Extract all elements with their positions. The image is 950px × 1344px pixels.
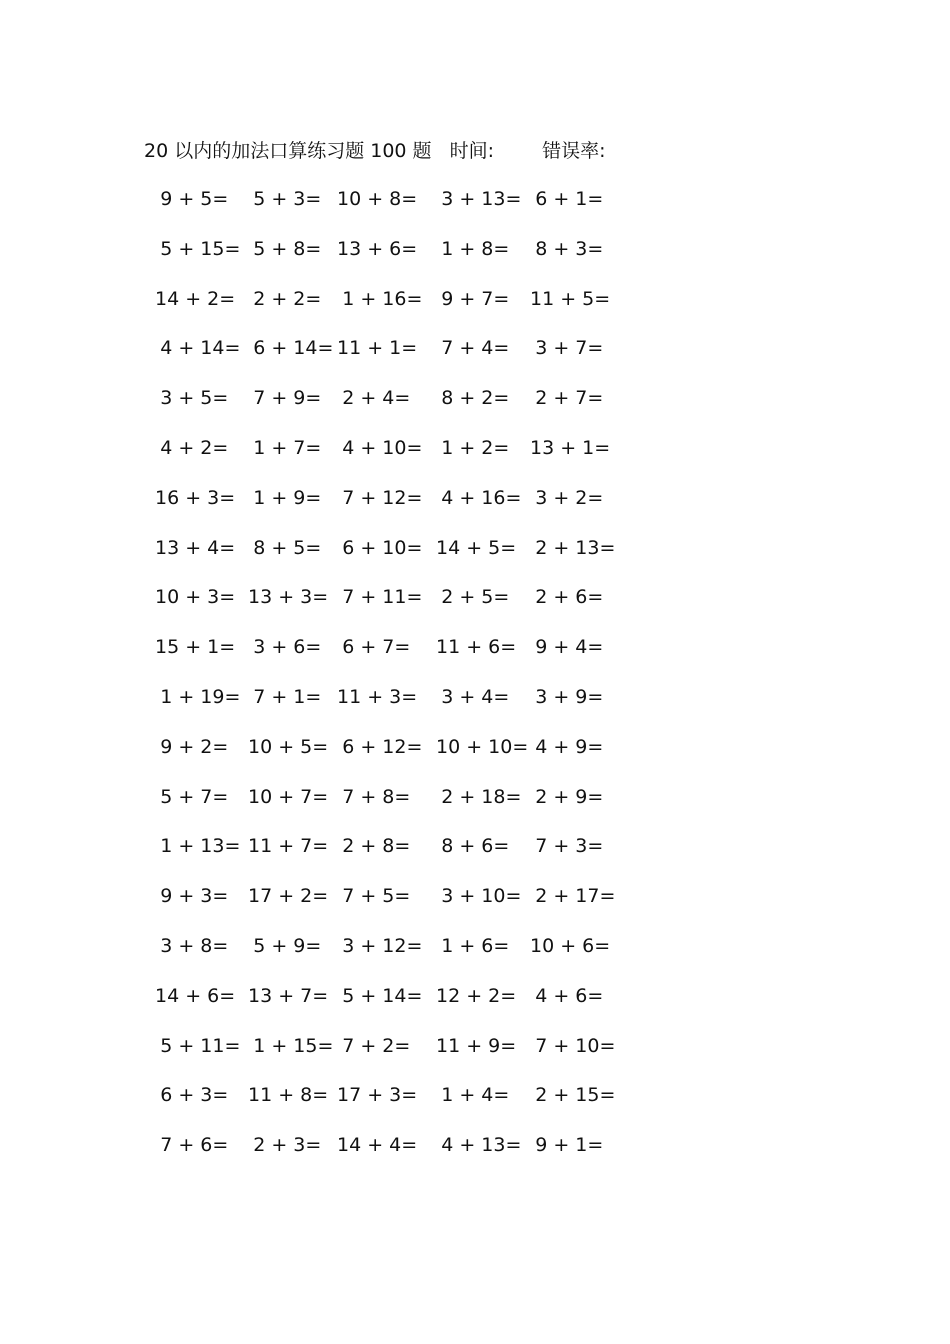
error-rate-label: 错误率:: [542, 140, 606, 162]
problem-item: 5 + 3=: [253, 188, 322, 210]
problem-item: 7 + 8=: [342, 785, 411, 808]
problem-item: 10 + 3=: [155, 586, 236, 609]
problem-row: [140, 981, 640, 1031]
problem-row: [140, 582, 640, 632]
problem-item: 4 + 10=: [342, 436, 423, 459]
problem-item: 7 + 12=: [342, 486, 423, 509]
problem-item: 3 + 10=: [441, 885, 522, 908]
problem-row: [140, 234, 640, 284]
worksheet-header: [144, 136, 605, 166]
problem-item: 17 + 2=: [248, 885, 329, 908]
problem-item: 6 + 1=: [535, 188, 604, 210]
problem-row: [140, 682, 640, 732]
problem-item: 5 + 9=: [253, 934, 322, 957]
problem-item: 6 + 10=: [342, 536, 423, 559]
problem-item: 1 + 7=: [253, 436, 322, 459]
problem-item: 1 + 9=: [253, 486, 322, 509]
problem-item: 17 + 3=: [337, 1084, 418, 1107]
problem-item: 1 + 13=: [160, 835, 241, 858]
problem-item: 1 + 8=: [441, 237, 510, 260]
problem-item: 9 + 2=: [160, 735, 229, 758]
problem-row: [140, 1130, 640, 1180]
problem-grid: [140, 184, 640, 1180]
problem-item: 6 + 3=: [160, 1084, 229, 1107]
problem-item: 2 + 5=: [441, 586, 510, 609]
worksheet-title: 20 以内的加法口算练习题 100 题: [144, 140, 432, 162]
problem-row: [140, 1031, 640, 1081]
problem-item: 7 + 5=: [342, 885, 411, 908]
problem-item: 6 + 7=: [342, 636, 411, 659]
problem-item: 15 + 1=: [155, 636, 236, 659]
problem-item: 10 + 5=: [248, 735, 329, 758]
problem-item: 1 + 2=: [441, 436, 510, 459]
problem-row: [140, 184, 640, 234]
problem-item: 5 + 14=: [342, 984, 423, 1007]
problem-item: 1 + 19=: [160, 685, 241, 708]
problem-item: 7 + 4=: [441, 337, 510, 360]
problem-item: 8 + 6=: [441, 835, 510, 858]
problem-row: [140, 333, 640, 383]
problem-row: [140, 433, 640, 483]
problem-item: 2 + 8=: [342, 835, 411, 858]
problem-item: 1 + 16=: [342, 287, 423, 310]
problem-item: 11 + 7=: [248, 835, 329, 858]
problem-item: 11 + 8=: [248, 1084, 329, 1107]
problem-item: 3 + 9=: [535, 685, 604, 708]
problem-item: 10 + 7=: [248, 785, 329, 808]
problem-item: 12 + 2=: [436, 984, 517, 1007]
problem-item: 3 + 8=: [160, 934, 229, 957]
problem-item: 3 + 7=: [535, 337, 604, 360]
problem-row: [140, 931, 640, 981]
problem-item: 11 + 5=: [530, 287, 611, 310]
problem-item: 7 + 6=: [160, 1134, 229, 1157]
problem-item: 7 + 9=: [253, 387, 322, 410]
problem-item: 14 + 5=: [436, 536, 517, 559]
problem-item: 4 + 2=: [160, 436, 229, 459]
problem-item: 14 + 6=: [155, 984, 236, 1007]
problem-item: 9 + 3=: [160, 885, 229, 908]
problem-row: [140, 732, 640, 782]
problem-item: 8 + 2=: [441, 387, 510, 410]
problem-row: [140, 483, 640, 533]
problem-item: 10 + 6=: [530, 934, 611, 957]
problem-item: 2 + 13=: [535, 536, 616, 559]
problem-item: 13 + 6=: [337, 237, 418, 260]
problem-row: [140, 881, 640, 931]
problem-item: 4 + 6=: [535, 984, 604, 1007]
problem-item: 4 + 9=: [535, 735, 604, 758]
problem-item: 2 + 6=: [535, 586, 604, 609]
problem-item: 11 + 9=: [436, 1034, 517, 1057]
problem-item: 10 + 10=: [436, 735, 529, 758]
problem-item: 1 + 6=: [441, 934, 510, 957]
problem-item: 14 + 4=: [337, 1134, 418, 1157]
problem-item: 5 + 7=: [160, 785, 229, 808]
problem-item: 8 + 3=: [535, 237, 604, 260]
problem-row: [140, 632, 640, 682]
problem-item: 13 + 4=: [155, 536, 236, 559]
problem-item: 9 + 1=: [535, 1134, 604, 1157]
problem-item: 6 + 12=: [342, 735, 423, 758]
problem-item: 5 + 11=: [160, 1034, 241, 1057]
problem-item: 2 + 3=: [253, 1134, 322, 1157]
problem-item: 2 + 15=: [535, 1084, 616, 1107]
problem-item: 11 + 3=: [337, 685, 418, 708]
problem-item: 5 + 8=: [253, 237, 322, 260]
problem-item: 3 + 2=: [535, 486, 604, 509]
problem-item: 8 + 5=: [253, 536, 322, 559]
problem-item: 2 + 17=: [535, 885, 616, 908]
problem-item: 4 + 16=: [441, 486, 522, 509]
problem-item: 16 + 3=: [155, 486, 236, 509]
problem-item: 1 + 4=: [441, 1084, 510, 1107]
problem-item: 9 + 5=: [160, 188, 229, 210]
problem-row: [140, 831, 640, 881]
problem-row: [140, 533, 640, 583]
problem-item: 4 + 14=: [160, 337, 241, 360]
problem-item: 3 + 5=: [160, 387, 229, 410]
problem-item: 2 + 9=: [535, 785, 604, 808]
problem-item: 9 + 7=: [441, 287, 510, 310]
problem-item: 13 + 7=: [248, 984, 329, 1007]
problem-item: 11 + 6=: [436, 636, 517, 659]
problem-item: 3 + 12=: [342, 934, 423, 957]
problem-item: 3 + 4=: [441, 685, 510, 708]
problem-row: [140, 782, 640, 832]
problem-item: 3 + 13=: [441, 188, 522, 210]
problem-item: 7 + 1=: [253, 685, 322, 708]
problem-row: [140, 1080, 640, 1130]
problem-row: [140, 383, 640, 433]
problem-item: 13 + 3=: [248, 586, 329, 609]
problem-item: 14 + 2=: [155, 287, 236, 310]
problem-item: 6 + 14=: [253, 337, 334, 360]
problem-item: 7 + 10=: [535, 1034, 616, 1057]
problem-item: 7 + 11=: [342, 586, 423, 609]
problem-item: 10 + 8=: [337, 188, 418, 210]
problem-item: 3 + 6=: [253, 636, 322, 659]
problem-item: 5 + 15=: [160, 237, 241, 260]
problem-item: 4 + 13=: [441, 1134, 522, 1157]
problem-item: 13 + 1=: [530, 436, 611, 459]
time-label: 时间:: [449, 140, 495, 162]
problem-item: 9 + 4=: [535, 636, 604, 659]
problem-item: 2 + 2=: [253, 287, 322, 310]
problem-row: [140, 284, 640, 334]
problem-item: 2 + 4=: [342, 387, 411, 410]
problem-item: 11 + 1=: [337, 337, 418, 360]
problem-item: 7 + 2=: [342, 1034, 411, 1057]
problem-item: 2 + 18=: [441, 785, 522, 808]
problem-item: 1 + 15=: [253, 1034, 334, 1057]
problem-item: 7 + 3=: [535, 835, 604, 858]
problem-item: 2 + 7=: [535, 387, 604, 410]
